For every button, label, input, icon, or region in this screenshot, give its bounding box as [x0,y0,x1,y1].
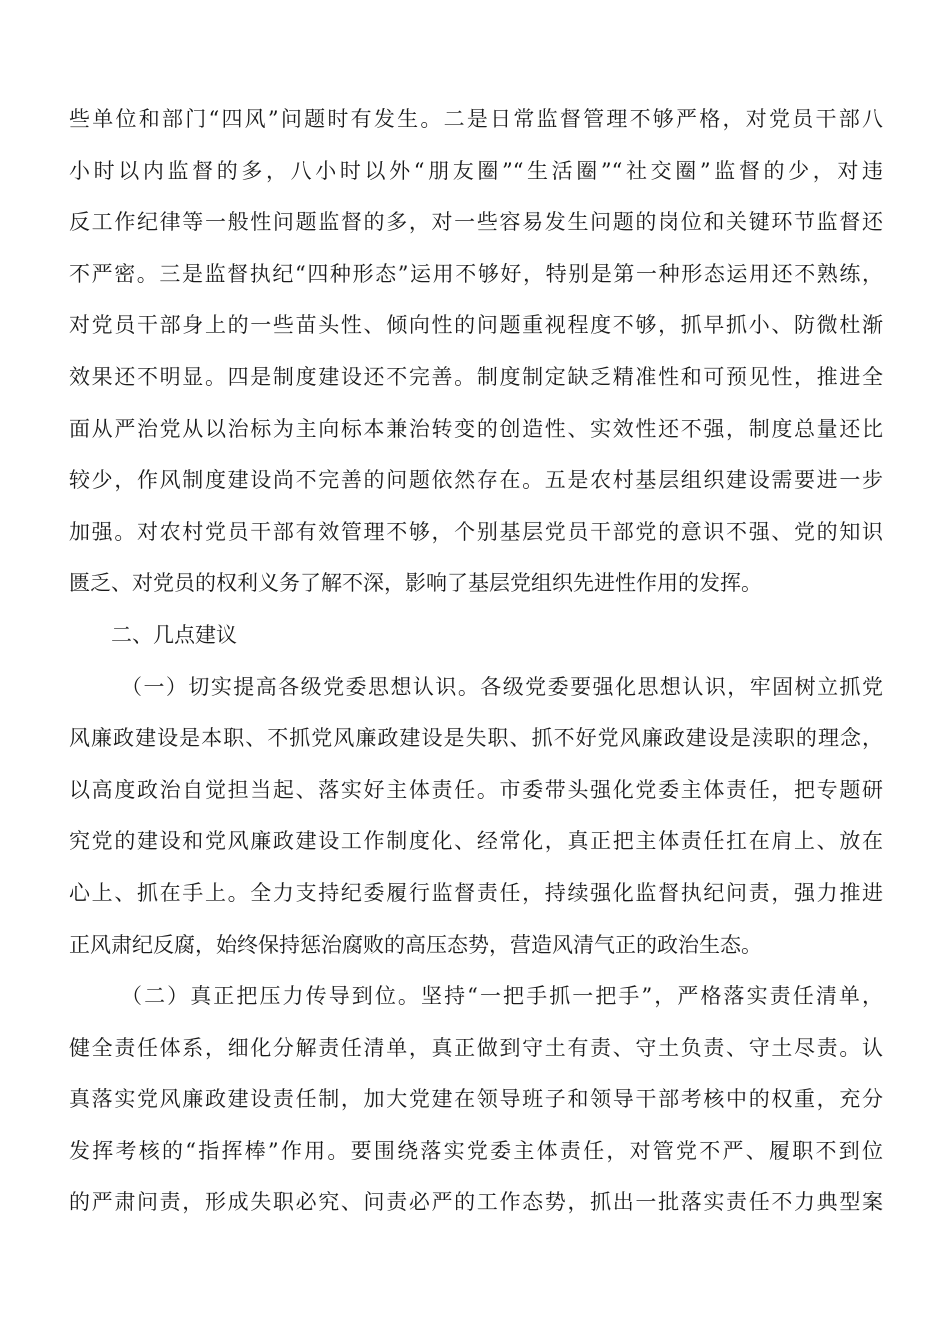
body-text-line: 小时以内监督的多，八小时以外“朋友圈”“生活圈”“社交圈”监督的少，对违 [69,158,883,183]
body-text-line: 匮乏、对党员的权利义务了解不深，影响了基层党组织先进性作用的发挥。 [69,571,762,596]
body-text-line: 心上、抓在手上。全力支持纪委履行监督责任，持续强化监督执纪问责，强力推进 [69,880,883,905]
body-text-line: 风廉政建设是本职、不抓党风廉政建设是失职、抓不好党风廉政建设是渎职的理念， [69,726,883,751]
body-text-line: 不严密。三是监督执纪“四种形态”运用不够好，特别是第一种形态运用还不熟练， [69,261,883,286]
body-text-line: （一）切实提高各级党委思想认识。各级党委要强化思想认识，牢固树立抓党 [121,674,883,699]
body-text-line: 加强。对农村党员干部有效管理不够，个别基层党员干部党的意识不强、党的知识 [69,519,883,544]
body-text-line: 究党的建设和党风廉政建设工作制度化、经常化，真正把主体责任扛在肩上、放在 [69,829,883,854]
body-text-line: 的严肃问责，形成失职必究、问责必严的工作态势，抓出一批落实责任不力典型案 [69,1190,883,1215]
body-text-line: 效果还不明显。四是制度建设还不完善。制度制定缺乏精准性和可预见性，推进全 [69,364,883,389]
body-text-line: 对党员干部身上的一些苗头性、倾向性的问题重视程度不够，抓早抓小、防微杜渐 [69,313,883,338]
body-text-line: 真落实党风廉政建设责任制，加大党建在领导班子和领导干部考核中的权重，充分 [69,1087,883,1112]
body-text-line: 较少，作风制度建设尚不完善的问题依然存在。五是农村基层组织建设需要进一步 [69,468,883,493]
body-text-line: 以高度政治自觉担当起、落实好主体责任。市委带头强化党委主体责任，把专题研 [69,777,883,802]
section-heading: 二、几点建议 [111,622,237,647]
body-text-line: 发挥考核的“指挥棒”作用。要围绕落实党委主体责任，对管党不严、履职不到位 [69,1138,883,1163]
document-body [69,94,883,1229]
body-text-line: 健全责任体系，细化分解责任清单，真正做到守土有责、守土负责、守土尽责。认 [69,1035,883,1060]
body-text-line: 正风肃纪反腐，始终保持惩治腐败的高压态势，营造风清气正的政治生态。 [69,932,762,957]
body-text-line: 反工作纪律等一般性问题监督的多，对一些容易发生问题的岗位和关键环节监督还 [69,210,883,235]
body-text-line: （二）真正把压力传导到位。坚持“一把手抓一把手”，严格落实责任清单， [121,984,883,1009]
body-text-line: 面从严治党从以治标为主向标本兼治转变的创造性、实效性还不强，制度总量还比 [69,416,883,441]
body-text-line: 些单位和部门“四风”问题时有发生。二是日常监督管理不够严格，对党员干部八 [69,107,883,131]
